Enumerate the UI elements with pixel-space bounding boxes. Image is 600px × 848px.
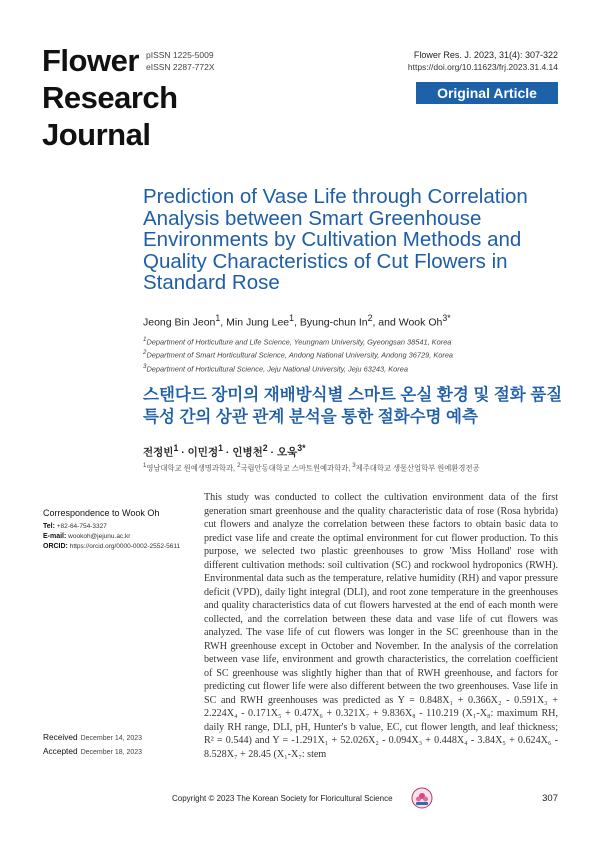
affiliation-text-ko: 영남대학교 원예생명과학과, xyxy=(146,463,238,473)
affiliations-ko xyxy=(143,462,480,473)
author-sup: 1 xyxy=(289,313,295,323)
affiliation-text: Department of Horticultural Science, Jeju National University, Jeju 63243, Korea xyxy=(146,364,408,374)
copyright: Copyright © 2023 The Korean Society for Floricultural Science xyxy=(172,794,393,803)
email-label: E-mail: xyxy=(43,533,67,540)
journal-name-line-3: Journal xyxy=(42,117,151,152)
affiliation-text-ko: 제주대학교 생물산업학부 원예환경전공 xyxy=(355,463,480,473)
abstract xyxy=(204,491,558,761)
correspondence-title: Correspondence to Wook Oh xyxy=(43,508,160,518)
received-line xyxy=(43,731,142,745)
article-type-badge: Original Article xyxy=(416,82,558,104)
tel-value: +82-64-754-3327 xyxy=(56,523,107,530)
society-logo-icon xyxy=(411,787,433,809)
citation-block xyxy=(408,49,558,73)
pissn: pISSN 1225-5009 xyxy=(146,50,214,60)
affiliation-sup: 1 xyxy=(143,462,147,469)
accepted-label: Accepted xyxy=(43,746,78,756)
author-sup: 1 xyxy=(218,443,223,453)
abstract-text: This study was conducted to collect the cultivation environment data of the first generation smart greenhouse and the quality characteristic data of rose (Rosa hybrida) cut flowers and analyze the correlation between these factors to obtain basic data to predict vase life and create the optimal environment for cut flower production. To this purpose, we selected two plastic greenhouses to grow 'Miss Holland' rose with different cultivation methods: soil cultivation (SC) and rockwool hydroponics (RWH). Environmental data such as the temperature, relative humidity (RH) and vapor pressure deficit (VPD), daily light integral (DLI), and root zone temperature in the greenhouses and quality characteristics data of cut flowers harvested at the end of each month were collected, and the correlation between these data and vase life of cut flowers was analyzed. The vase life of cut flowers was longer in the SC greenhouse than in the RWH greenhouse except in October and November. In the analysis of the correlation between vase life, environment and growth characteristics, the correlation coefficient of SC greenhouse was slightly higher than that of RWH greenhouse, and factors for predicting cut flower life were also different between the two greenhouses. Vase life in SC and RWH greenhouses was predicted as Y = 0.848X₁ + 0.366X₂ - 0.591X₃ + 2.224X₄ - 0.171X₅ + 0.47X₆ + 0.321X₇ + 9.836X₈ - 110.219 (X₁-X₈: maximum RH, daily RH range, DLI, pH, Hunter's b value, EC, cut flower length, and leaf thickness; R² = 0.544) and Y = -1.291X₁ + 52.026X₂ - 0.094X₃ + 0.448X₄ - 3.84X₅ + 0.624X₆ - 8.528X₇ + 28.45 (X₁-X₇: stem xyxy=(204,492,558,760)
page-number: 307 xyxy=(542,793,558,804)
affiliation-sup: 2 xyxy=(237,462,241,469)
affiliation-sup: 3 xyxy=(143,362,147,370)
journal-name-line-1: Flower xyxy=(42,43,139,78)
received-label: Received xyxy=(43,732,78,742)
accepted-line xyxy=(43,745,142,759)
affiliation-sup: 3 xyxy=(352,462,356,469)
article-title-en: Prediction of Vase Life through Correlation Analysis between Smart Greenhouse Environments by Cultivation Methods and Quality Characteristics of Cut Flowers in Standard Rose xyxy=(143,185,528,294)
article-title-ko: 스탠다드 장미의 재배방식별 스마트 온실 환경 및 절화 품질 특성 간의 상관 관계 분석을 통한 절화수명 예측 xyxy=(143,386,563,426)
affiliation-sup: 1 xyxy=(143,336,147,343)
author-name: Jeong Bin Jeon xyxy=(143,316,216,329)
email-link[interactable]: wookoh@jejunu.ac.kr xyxy=(68,533,131,540)
author-name: Min Jung Lee xyxy=(226,316,290,329)
affiliation-text: Department of Horticulture and Life Science, Yeungnam University, Gyeongsan 38541, Korea xyxy=(146,337,452,347)
tel-label: Tel: xyxy=(43,523,55,530)
affiliation-text-ko: 국립안동대학교 스마트원예과학과, xyxy=(240,463,353,473)
accepted-date: December 18, 2023 xyxy=(80,749,143,756)
affiliation-item xyxy=(143,334,453,347)
doi-link[interactable]: https://doi.org/10.11623/frj.2023.31.4.14 xyxy=(407,62,558,72)
author-name-ko: 이민정 xyxy=(187,446,219,459)
author-name-ko: 전정빈 xyxy=(143,446,174,459)
received-date: December 14, 2023 xyxy=(80,735,143,742)
affiliation-item xyxy=(143,347,453,360)
author-sup: 1 xyxy=(215,313,221,323)
affiliation-text: Department of Smart Horticultural Science, Andong National University, Andong 36729, Korea xyxy=(146,350,454,360)
affiliations-en xyxy=(143,334,453,374)
orcid-label: ORCID: xyxy=(43,543,68,550)
authors-en xyxy=(143,313,451,329)
author-name: Byung-chun In xyxy=(299,316,368,329)
author-separator: , and xyxy=(372,316,399,329)
tel-line xyxy=(43,522,193,532)
author-sup: 3* xyxy=(442,313,451,323)
author-name: Wook Oh xyxy=(398,316,443,329)
correspondence-block xyxy=(43,508,193,552)
author-sup: 2 xyxy=(262,443,268,453)
author-sup: 1 xyxy=(173,443,179,453)
email-line xyxy=(43,532,193,542)
author-sup: 3* xyxy=(297,443,306,453)
dates-block xyxy=(43,731,142,759)
orcid-line xyxy=(43,542,193,552)
author-sup: 2 xyxy=(367,313,373,323)
author-name-ko: 오욱 xyxy=(276,446,298,459)
authors-ko: 전정빈$^1$ · 이민정$^1$ · 인병천$^2$ · 오욱$^{3*}$ xyxy=(143,443,306,459)
issn-block xyxy=(146,49,215,73)
affiliation-item xyxy=(143,361,453,374)
eissn: eISSN 2287-772X xyxy=(146,62,215,72)
journal-name-line-2: Research xyxy=(42,80,178,115)
orcid-link[interactable]: https://orcid.org/0000-0002-2552-5611 xyxy=(69,543,181,550)
author-separator: , xyxy=(294,316,300,329)
author-separator: , xyxy=(220,316,227,329)
citation: Flower Res. J. 2023, 31(4): 307-322 xyxy=(413,50,558,60)
affiliation-sup: 2 xyxy=(143,349,147,357)
author-name-ko: 인병천 xyxy=(232,446,263,459)
